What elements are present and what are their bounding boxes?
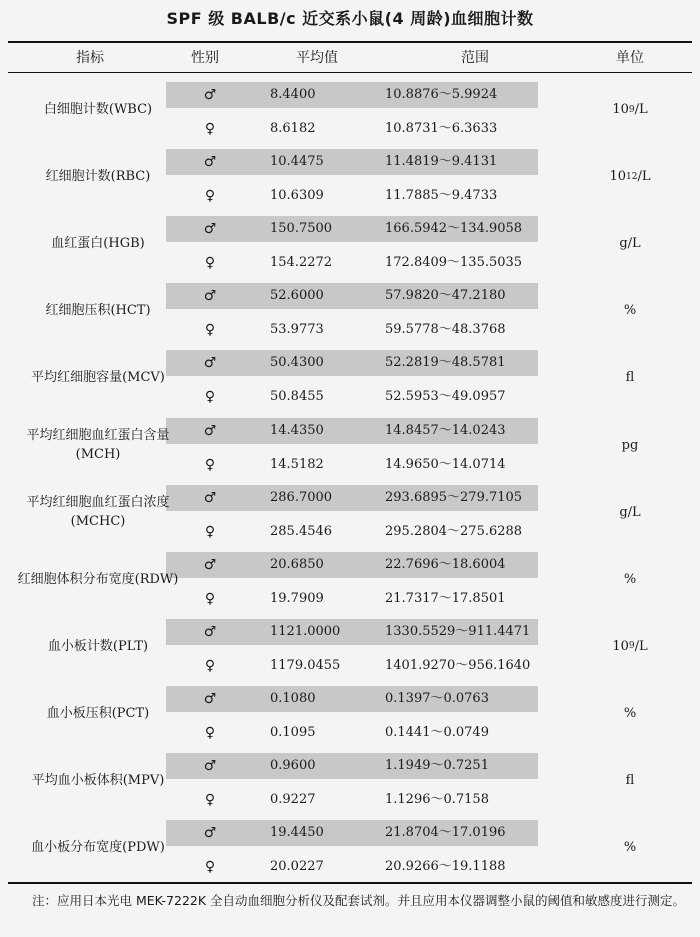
unit-suffix: /L: [634, 102, 648, 117]
male-range-value: 14.8457～14.0243: [385, 422, 506, 438]
table-row: [8, 680, 692, 747]
male-range-value: 57.9820～47.2180: [385, 288, 506, 304]
unit-suffix: /L: [637, 169, 651, 185]
unit-cell: [568, 210, 692, 277]
male-range-value: 10.8876～5.9924: [385, 87, 498, 102]
male-symbol: ♂: [203, 758, 217, 774]
female-range-value: 0.1441～0.0749: [385, 724, 489, 740]
index-name: 血小板压积(PCT): [46, 705, 150, 721]
unit-base: pg: [621, 437, 639, 453]
female-range-value: 21.7317～17.8501: [385, 590, 506, 606]
unit-base: %: [623, 571, 637, 587]
female-mean-value: 14.5182: [270, 456, 324, 472]
index-name: 平均红细胞血红蛋白含量(MCH): [26, 428, 170, 462]
index-name: 平均红细胞血红蛋白浓度(MCHC): [26, 495, 170, 530]
female-symbol: ♀: [204, 792, 216, 808]
unit-base: 10: [612, 102, 629, 117]
table-row: [8, 76, 692, 143]
index-name: 白细胞计数(WBC): [43, 102, 153, 117]
index-name: 血小板计数(PLT): [47, 638, 149, 654]
index-name: 平均血小板体积(MPV): [31, 773, 165, 788]
table-row: [8, 814, 692, 881]
female-mean-value: 1179.0455: [270, 657, 341, 673]
male-mean-value: 150.7500: [270, 221, 333, 237]
male-range-value: 166.5942～134.9058: [385, 221, 523, 237]
female-range-value: 20.9266～19.1188: [385, 859, 506, 875]
female-symbol: ♀: [204, 724, 216, 741]
female-symbol: ♀: [204, 859, 216, 876]
female-symbol: ♀: [204, 322, 216, 339]
male-mean-value: 52.6000: [270, 288, 324, 304]
male-range-value: 0.1397～0.0763: [385, 690, 489, 706]
unit-cell: [568, 680, 692, 747]
header-sex: 性别: [191, 50, 219, 66]
male-range-value: 22.7696～18.6004: [385, 556, 506, 572]
female-symbol: ♀: [204, 523, 216, 540]
index-name: 红细胞计数(RBC): [45, 169, 151, 185]
male-range-value: 21.8704～17.0196: [385, 825, 506, 841]
index-name: 血红蛋白(HGB): [51, 236, 145, 252]
female-range-value: 14.9650～14.0714: [385, 456, 506, 472]
female-symbol: ♀: [204, 121, 216, 137]
female-symbol: ♀: [204, 389, 216, 406]
table-row: [8, 210, 692, 277]
unit-base: g/L: [619, 236, 641, 252]
female-symbol: ♀: [204, 590, 216, 607]
table-row: [8, 546, 692, 613]
female-range-value: 59.5778～48.3768: [385, 322, 506, 338]
male-symbol: ♂: [203, 422, 217, 439]
male-range-value: 293.6895～279.7105: [385, 489, 523, 505]
male-mean-value: 286.7000: [270, 489, 333, 505]
unit-base: %: [623, 840, 637, 856]
male-range-value: 11.4819～9.4131: [385, 154, 498, 170]
male-symbol: ♂: [203, 87, 217, 103]
male-mean-value: 14.4350: [270, 422, 324, 438]
unit-cell: [568, 412, 692, 479]
female-mean-value: 0.9227: [270, 792, 316, 807]
male-mean-value: 20.6850: [270, 556, 324, 572]
female-mean-value: 20.0227: [270, 859, 324, 875]
footnote: 注：应用日本光电 MEK-7222K 全自动血细胞分析仪及配套试剂。并且应用本仪器调整小鼠的阈值和敏感度进行测定。: [32, 893, 686, 908]
unit-cell: [568, 814, 692, 881]
female-range-value: 172.8409～135.5035: [385, 255, 523, 271]
unit-cell: [568, 747, 692, 814]
male-symbol: ♂: [203, 221, 217, 238]
unit-cell: [568, 546, 692, 613]
table-row: [8, 412, 692, 479]
male-symbol: ♂: [203, 623, 217, 640]
female-mean-value: 154.2272: [270, 255, 333, 271]
female-mean-value: 50.8455: [270, 389, 324, 405]
female-symbol: ♀: [204, 255, 216, 272]
header-range: 范围: [461, 50, 489, 66]
unit-cell: [568, 479, 692, 546]
female-mean-value: 53.9773: [270, 322, 324, 338]
female-mean-value: 19.7909: [270, 590, 324, 606]
male-mean-value: 50.4300: [270, 355, 324, 371]
female-range-value: 1.1296～0.7158: [385, 792, 489, 807]
top-rule: [8, 41, 692, 43]
unit-cell: [568, 277, 692, 344]
header-mean: 平均值: [296, 50, 338, 66]
male-mean-value: 10.4475: [270, 154, 324, 170]
male-symbol: ♂: [203, 825, 217, 842]
unit-cell: 10 12 /L: [609, 169, 651, 185]
table-row: [8, 143, 692, 210]
male-symbol: ♂: [203, 489, 217, 506]
female-range-value: 10.8731～6.3633: [385, 121, 498, 136]
unit-base: fl: [625, 370, 635, 386]
male-range-value: 52.2819～48.5781: [385, 355, 506, 371]
female-mean-value: 285.4546: [270, 523, 333, 539]
male-mean-value: 1121.0000: [270, 623, 341, 639]
female-range-value: 52.5953～49.0957: [385, 389, 506, 405]
table-row: [8, 613, 692, 680]
header-unit: 单位: [616, 50, 644, 66]
unit-base: %: [623, 705, 637, 721]
male-range-value: 1330.5529～911.4471: [385, 623, 531, 639]
female-range-value: 295.2804～275.6288: [385, 523, 523, 539]
unit-cell: 10 9 /L: [612, 638, 648, 654]
female-symbol: ♀: [204, 456, 216, 473]
male-mean-value: 19.4450: [270, 825, 324, 841]
female-range-value: 1401.9270～956.1640: [385, 657, 531, 673]
female-mean-value: 0.1095: [270, 724, 316, 740]
header-rule: [8, 72, 692, 73]
male-mean-value: 0.9600: [270, 758, 316, 773]
female-mean-value: 10.6309: [270, 188, 324, 204]
female-symbol: ♀: [204, 188, 216, 205]
bottom-rule: [8, 882, 692, 884]
unit-suffix: /L: [634, 638, 648, 654]
male-mean-value: 0.1080: [270, 690, 316, 706]
male-range-value: 1.1949～0.7251: [385, 758, 489, 773]
index-name: 红细胞压积(HCT): [45, 303, 151, 319]
header-index: 指标: [76, 50, 104, 66]
male-symbol: ♂: [203, 355, 217, 372]
unit-base: 10: [609, 169, 627, 185]
unit-base: fl: [625, 773, 635, 788]
unit-base: 10: [612, 638, 629, 654]
index-name: 平均红细胞容量(MCV): [31, 370, 165, 386]
index-name: 血小板分布宽度(PDW): [31, 840, 165, 856]
female-mean-value: 8.6182: [270, 121, 316, 136]
unit-base: %: [623, 303, 637, 319]
male-symbol: ♂: [203, 154, 217, 171]
table-row: [8, 747, 692, 814]
male-mean-value: 8.4400: [270, 87, 316, 102]
male-symbol: ♂: [203, 690, 217, 707]
unit-cell: 10 9 /L: [612, 102, 648, 117]
male-symbol: ♂: [203, 288, 217, 305]
index-name: 红细胞体积分布宽度(RDW): [17, 571, 179, 587]
male-symbol: ♂: [203, 556, 217, 573]
unit-base: g/L: [619, 504, 641, 520]
table-row: [8, 479, 692, 546]
table-row: [8, 277, 692, 344]
table-row: [8, 344, 692, 411]
table-title: SPF 级 BALB/c 近交系小鼠(4 周龄)血细胞计数: [166, 9, 534, 28]
female-range-value: 11.7885～9.4733: [385, 188, 498, 204]
unit-cell: [568, 344, 692, 411]
female-symbol: ♀: [204, 657, 216, 674]
